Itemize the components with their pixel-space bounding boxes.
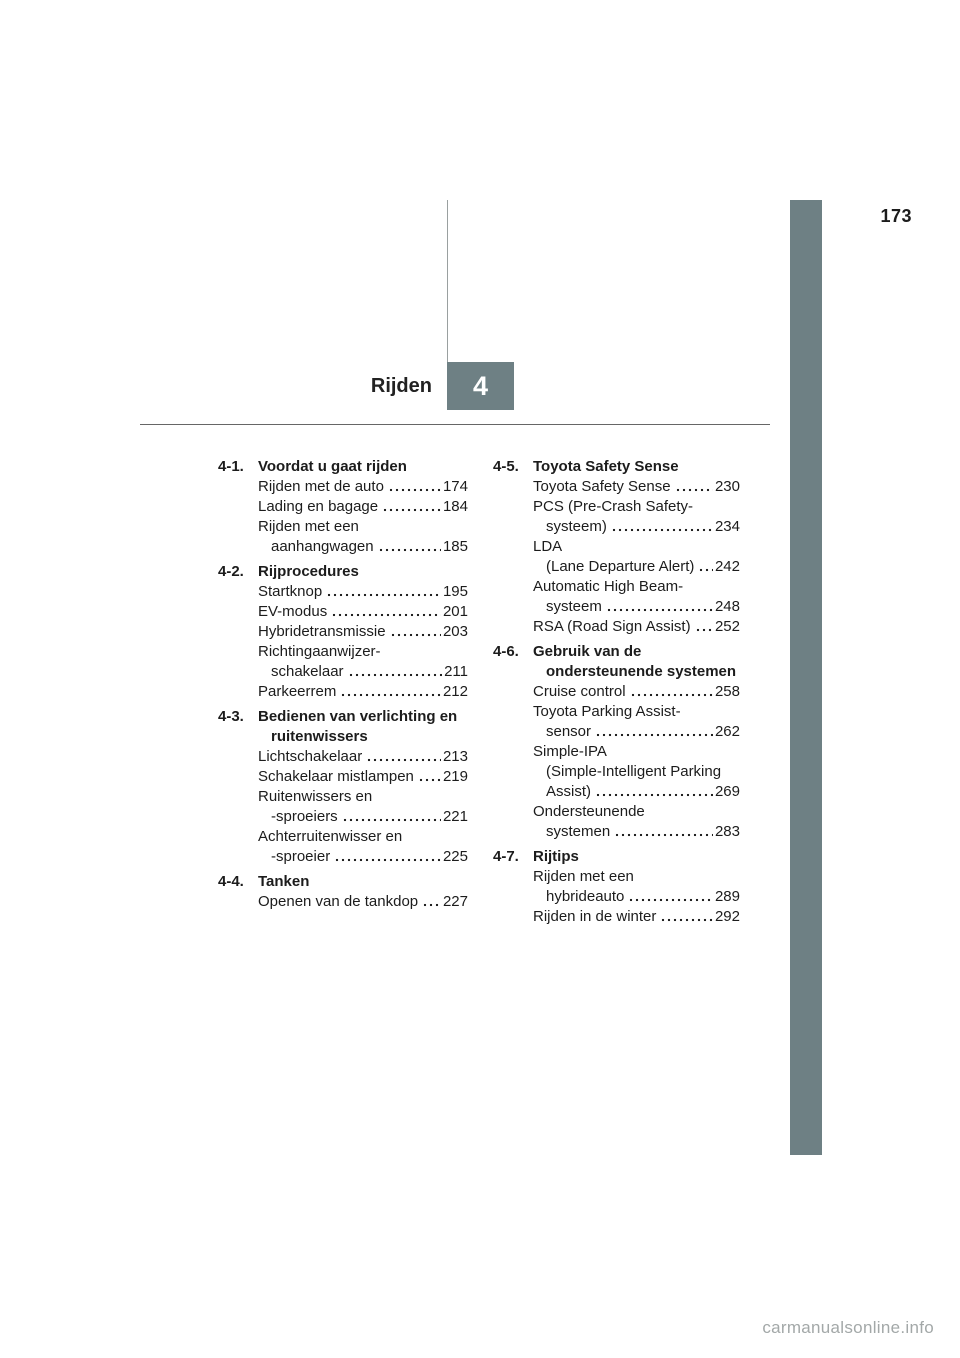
toc-entry-text: Cruise control	[533, 683, 626, 700]
dot-leader	[340, 682, 441, 702]
toc-section-title: ruitenwissers	[271, 728, 368, 745]
toc-page-number: 258	[714, 683, 740, 700]
toc-section-title-text: Tanken	[258, 873, 310, 890]
toc-entry-line	[533, 907, 740, 927]
toc-entry-text: PCS (Pre-Crash Safety-	[533, 498, 694, 515]
dot-leader	[611, 517, 713, 537]
toc-section-title	[218, 707, 468, 727]
toc-section-title: ondersteunende systemen	[546, 663, 737, 680]
toc-entry-line	[533, 802, 740, 822]
toc-entry-line	[533, 762, 740, 782]
toc-page-number: 211	[444, 663, 468, 680]
toc-entry-text: RSA (Road Sign Assist)	[533, 618, 691, 635]
dot-leader	[342, 807, 441, 827]
dot-leader	[630, 682, 713, 702]
watermark: carmanualsonline.info	[762, 1318, 934, 1337]
dot-leader	[595, 782, 713, 802]
toc-entry-text: Ondersteunende	[533, 803, 645, 820]
toc-page-number: 283	[714, 823, 740, 840]
toc-entry-text: (Lane Departure Alert)	[546, 558, 695, 575]
toc-section-title-text: Rijtips	[533, 848, 579, 865]
toc-entry-text: Parkeerrem	[258, 683, 337, 700]
dot-leader	[366, 747, 441, 767]
toc-entry-text: Richtingaanwijzer-	[258, 643, 381, 660]
toc-section-title	[218, 872, 468, 892]
dot-leader	[606, 597, 713, 617]
toc-page-number: 292	[714, 908, 740, 925]
page-number: 173	[880, 206, 912, 226]
toc-section-id: 4-4.	[218, 873, 244, 890]
dot-leader	[382, 497, 441, 517]
toc-entry-line	[258, 747, 468, 767]
toc-section-title	[218, 457, 468, 477]
toc-page-number: 184	[442, 498, 468, 515]
dot-leader	[334, 847, 441, 867]
dot-leader	[660, 907, 713, 927]
toc-entry-line	[258, 642, 468, 662]
toc-entry-text: Automatic High Beam-	[533, 578, 684, 595]
toc-entry-line	[533, 722, 740, 742]
toc-section	[218, 872, 468, 912]
toc-section-title	[218, 562, 468, 582]
toc-entry-text: Ruitenwissers en	[258, 788, 373, 805]
toc-page-number: 234	[714, 518, 740, 535]
toc-entry-line	[258, 827, 468, 847]
toc-entry-text: sensor	[546, 723, 592, 740]
dot-leader	[331, 602, 441, 622]
dot-leader	[418, 767, 441, 787]
chapter-number: 4	[472, 370, 489, 401]
dot-leader	[326, 582, 441, 602]
toc-section-id: 4-7.	[493, 848, 519, 865]
toc-section-id: 4-3.	[218, 708, 244, 725]
toc-page-number: 252	[714, 618, 740, 635]
toc-entry-line	[533, 742, 740, 762]
toc-section-title	[493, 457, 740, 477]
toc-section-id: 4-6.	[493, 643, 519, 660]
dot-leader	[390, 622, 441, 642]
toc-entry-text: EV-modus	[258, 603, 328, 620]
toc-entry-text: Rijden met een	[533, 868, 634, 885]
toc-entry-text: Startknop	[258, 583, 323, 600]
toc-entry-text: Openen van de tankdop	[258, 893, 419, 910]
toc-entry-line	[533, 517, 740, 537]
dot-leader	[595, 722, 713, 742]
toc-section-id: 4-2.	[218, 563, 244, 580]
toc-section-title-text: Rijprocedures	[258, 563, 359, 580]
toc-section-title	[493, 642, 740, 662]
toc-entry-text: schakelaar	[271, 663, 344, 680]
toc-entry-line	[533, 557, 740, 577]
toc-section	[218, 707, 468, 867]
dot-leader	[614, 822, 713, 842]
toc-entry-text: -sproeier	[271, 848, 331, 865]
toc-entry-line	[533, 477, 740, 497]
toc-entry-line	[258, 622, 468, 642]
toc-page-number: 227	[442, 893, 468, 910]
toc-entry-text: systeem)	[546, 518, 607, 535]
toc-entry-line	[533, 867, 740, 887]
toc-page-number: 262	[714, 723, 740, 740]
toc-entry-text: Toyota Parking Assist-	[533, 703, 681, 720]
toc-entry-text: Schakelaar mistlampen	[258, 768, 414, 785]
toc-section	[218, 562, 468, 702]
toc-page-number: 242	[714, 558, 740, 575]
toc-section-title	[493, 847, 740, 867]
toc-entry-line	[258, 787, 468, 807]
toc-section-id: 4-5.	[493, 458, 519, 475]
toc-column-left	[218, 457, 468, 917]
toc-entry-line	[533, 577, 740, 597]
toc-page-number: 219	[442, 768, 468, 785]
toc-entry-line	[533, 822, 740, 842]
toc-entry-text: Assist)	[546, 783, 591, 800]
toc-entry-line	[258, 892, 468, 912]
chapter-number-box	[447, 362, 514, 410]
toc-entry-line	[258, 537, 468, 557]
dot-leader	[695, 617, 713, 637]
toc-entry-line	[258, 517, 468, 537]
toc-entry-line	[258, 582, 468, 602]
toc-section	[493, 847, 740, 927]
chapter-title: Rijden	[370, 375, 432, 397]
toc-entry-text: Hybridetransmissie	[258, 623, 386, 640]
toc-entry-text: -sproeiers	[271, 808, 338, 825]
dot-leader	[348, 662, 443, 682]
header-horizontal-rule	[140, 424, 770, 425]
toc-entry-text: systemen	[546, 823, 611, 840]
toc-entry-text: Rijden met de auto	[258, 478, 384, 495]
dot-leader	[675, 477, 713, 497]
toc-section	[493, 642, 740, 842]
toc-section	[218, 457, 468, 557]
toc-page-number: 289	[714, 888, 740, 905]
toc-entry-text: Rijden in de winter	[533, 908, 657, 925]
chapter-side-tab	[790, 200, 822, 1155]
header-vertical-rule	[447, 200, 448, 362]
toc-entry-text: systeem	[546, 598, 602, 615]
toc-page-number: 269	[714, 783, 740, 800]
toc-entry-line	[258, 662, 468, 682]
toc-section-title-text: Gebruik van de	[533, 643, 642, 660]
dot-leader	[422, 892, 441, 912]
toc-page-number: 248	[714, 598, 740, 615]
dot-leader	[388, 477, 441, 497]
dot-leader	[628, 887, 713, 907]
toc-entry-line	[258, 497, 468, 517]
toc-entry-text: aanhangwagen	[271, 538, 374, 555]
toc-page-number: 195	[442, 583, 468, 600]
toc-entry-text: Achterruitenwisser en	[258, 828, 403, 845]
toc-entry-line	[258, 847, 468, 867]
toc-entry-line	[533, 682, 740, 702]
toc-page-number: 212	[442, 683, 468, 700]
toc-entry-line	[533, 497, 740, 517]
toc-entry-line	[258, 767, 468, 787]
dot-leader	[698, 557, 713, 577]
toc-entry-text: LDA	[533, 538, 563, 555]
toc-entry-text: hybrideauto	[546, 888, 625, 905]
toc-page-number: 225	[442, 848, 468, 865]
toc-entry-line	[533, 782, 740, 802]
toc-page-number: 203	[442, 623, 468, 640]
toc-entry-text: Toyota Safety Sense	[533, 478, 671, 495]
toc-section-title-text: Toyota Safety Sense	[533, 458, 679, 475]
toc-page-number: 230	[714, 478, 740, 495]
toc-entry-line	[258, 477, 468, 497]
toc-entry-line	[258, 602, 468, 622]
toc-entry-line	[533, 702, 740, 722]
toc-entry-text: (Simple-Intelligent Parking	[546, 763, 722, 780]
toc-entry-text: Lichtschakelaar	[258, 748, 363, 765]
toc-page-number: 213	[442, 748, 468, 765]
toc-entry-line	[533, 597, 740, 617]
toc-entry-line	[258, 682, 468, 702]
toc-page-number: 185	[442, 538, 468, 555]
toc-page-number: 174	[442, 478, 468, 495]
toc-entry-line	[533, 617, 740, 637]
toc-entry-line	[533, 537, 740, 557]
toc-entry-text: Lading en bagage	[258, 498, 379, 515]
toc-section-title-text: Bedienen van verlichting en	[258, 708, 458, 725]
toc-entry-text: Simple-IPA	[533, 743, 607, 760]
toc-entry-line	[533, 887, 740, 907]
toc-entry-text: Rijden met een	[258, 518, 359, 535]
toc-section	[493, 457, 740, 637]
toc-section-id: 4-1.	[218, 458, 244, 475]
toc-section-title-text: Voordat u gaat rijden	[258, 458, 407, 475]
dot-leader	[378, 537, 441, 557]
toc-column-right	[493, 457, 740, 932]
toc-page-number: 201	[442, 603, 468, 620]
toc-page-number: 221	[442, 808, 468, 825]
toc-entry-line	[258, 807, 468, 827]
